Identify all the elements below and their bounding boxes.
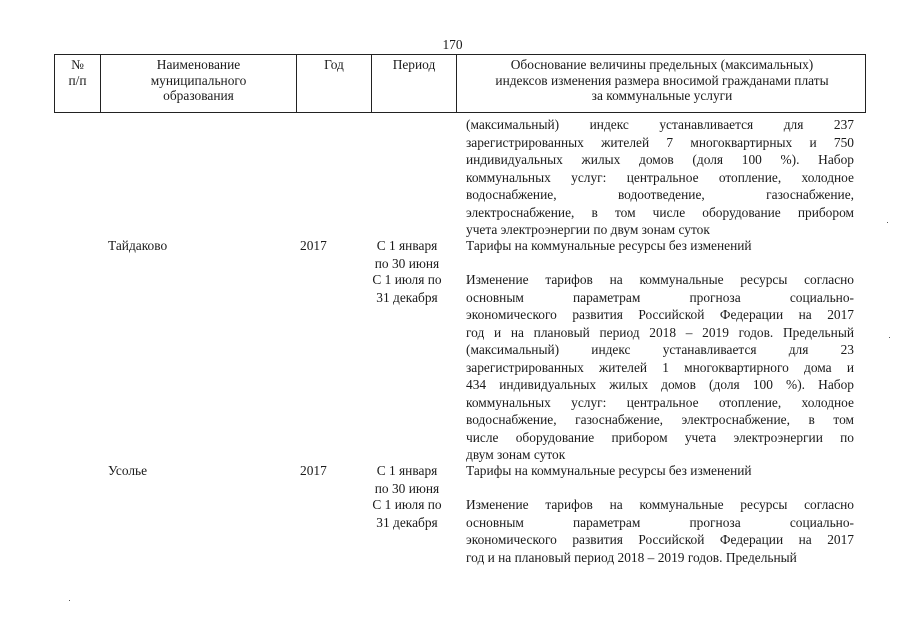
paragraph-line: Изменение тарифов на коммунальные ресурсы согласно xyxy=(466,272,854,287)
period-line: по 30 июня xyxy=(374,255,440,271)
row-municipality-name: Усолье xyxy=(108,463,148,478)
scan-speck xyxy=(887,222,888,223)
header-name-line: образования xyxy=(163,88,234,103)
row-text-second-half xyxy=(466,271,854,464)
period-line: 31 декабря xyxy=(376,289,438,305)
header-num-cell xyxy=(55,55,101,112)
row-period-second-half xyxy=(366,496,448,531)
paragraph-line: (максимальный) индекс устанавливается для 237 xyxy=(466,117,854,132)
row-period-second-half xyxy=(366,271,448,306)
paragraph-line: 434 индивидуальных жилых домов (доля 100 %). Набор xyxy=(466,377,854,392)
paragraph-line: водоснабжение, водоотведение, газоснабжение, xyxy=(466,187,854,202)
row-text-second-half xyxy=(466,496,854,566)
paragraph-line: основным параметрам прогноза социально- xyxy=(466,289,854,305)
scan-speck xyxy=(69,600,70,601)
paragraph-line: экономического развития Российской Федерации на 2017 xyxy=(466,307,854,322)
header-year-cell xyxy=(297,55,372,112)
paragraph-line: зарегистрированных жителей 1 многоквартирного дома и xyxy=(466,359,854,375)
header-justification-line: индексов изменения размера вносимой гражданами платы xyxy=(495,72,829,88)
header-justification-cell xyxy=(457,55,867,112)
row-municipality-name: Тайдаково xyxy=(108,238,168,253)
paragraph-line: коммунальных услуг: центральное отопление, холодное xyxy=(466,394,854,410)
header-num-line: № xyxy=(71,57,84,72)
header-year-label: Год xyxy=(324,57,344,72)
header-justification-line: за коммунальные услуги xyxy=(591,88,733,103)
row-period-first-half xyxy=(366,237,448,272)
header-name-line: Наименование xyxy=(156,57,241,72)
paragraph-line: двум зонам суток xyxy=(466,447,566,462)
paragraph-line: экономического развития Российской Федерации на 2017 xyxy=(466,532,854,547)
paragraph-line: числе оборудование прибором учета электроэнергии по xyxy=(466,429,854,445)
row-period-first-half xyxy=(366,462,448,497)
row-year: 2017 xyxy=(300,238,327,253)
period-line: С 1 июля по xyxy=(372,497,442,512)
period-line: С 1 января xyxy=(376,238,438,253)
paragraph-line: электроснабжение, в том числе оборудование прибором xyxy=(466,204,854,220)
scan-speck xyxy=(889,337,890,338)
table-header xyxy=(54,54,866,113)
row-text-first-half: Тарифы на коммунальные ресурсы без изменений xyxy=(466,238,752,253)
header-name-line: муниципального xyxy=(150,72,247,88)
header-period-label: Период xyxy=(392,57,436,72)
paragraph-line: учета электроэнергии по двум зонам суток xyxy=(466,222,710,237)
header-justification-line: Обоснование величины предельных (максимальных) xyxy=(510,57,814,72)
paragraph-line: индивидуальных жилых домов (доля 100 %). Набор xyxy=(466,152,854,167)
paragraph-line: год и на плановый период 2018 – 2019 годов. Предельный xyxy=(466,549,797,565)
period-line: 31 декабря xyxy=(376,514,438,530)
paragraph-line: водоснабжение, газоснабжение, электроснабжение, в том xyxy=(466,412,854,427)
row-year: 2017 xyxy=(300,463,327,478)
row-text-first-half: Тарифы на коммунальные ресурсы без изменений xyxy=(466,463,752,478)
paragraph-line: зарегистрированных жителей 7 многоквартирных и 750 xyxy=(466,134,854,150)
period-line: по 30 июня xyxy=(374,480,440,496)
continuation-paragraph xyxy=(466,116,854,239)
period-line: С 1 июля по xyxy=(372,272,442,287)
header-period-cell xyxy=(372,55,457,112)
paragraph-line: основным параметрам прогноза социально- xyxy=(466,514,854,530)
period-line: С 1 января xyxy=(376,463,438,478)
paragraph-line: год и на плановый период 2018 – 2019 годов. Предельный xyxy=(466,324,854,340)
paragraph-line: коммунальных услуг: центральное отопление, холодное xyxy=(466,169,854,185)
paragraph-line: (максимальный) индекс устанавливается для 23 xyxy=(466,342,854,357)
header-name-cell xyxy=(101,55,297,112)
paragraph-line: Изменение тарифов на коммунальные ресурсы согласно xyxy=(466,497,854,512)
page-number: 170 xyxy=(442,37,463,52)
header-num-line: п/п xyxy=(68,72,87,88)
